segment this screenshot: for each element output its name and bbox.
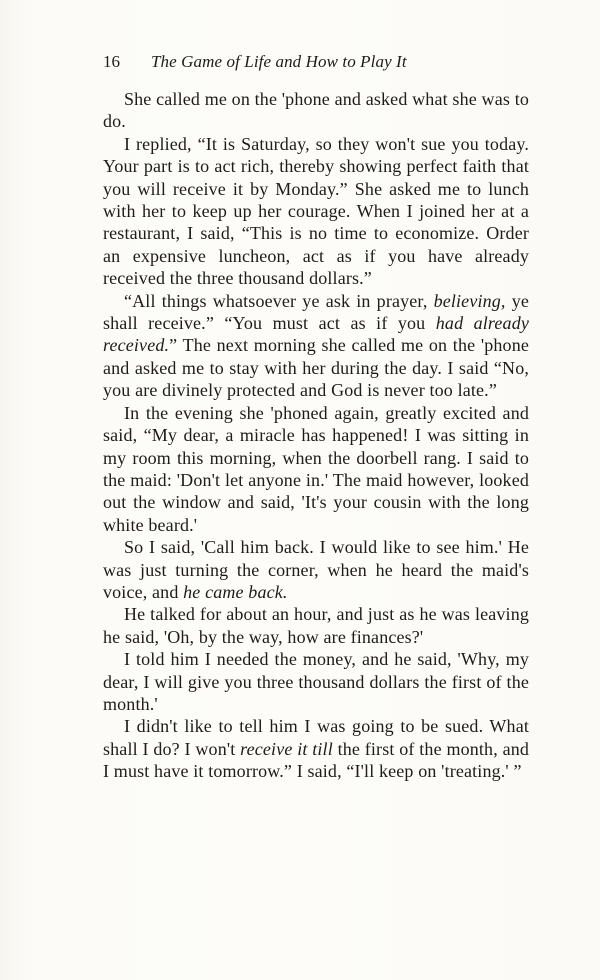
paragraph-5-text-a: So I said, 'Call him back. I would like to see him.' He was just turning the corner, when he heard the maid's voice, and	[103, 537, 529, 602]
running-head	[103, 49, 533, 75]
paragraph-4-text: In the evening she 'phoned again, greatly excited and said, “My dear, a miracle has happened! I was sitting in my room this morning, when the doorbell rang. I said to the maid: 'Don't let anyone in.' The maid however, looked out the window and said, 'It's your cousin with the long white beard.'	[103, 402, 529, 535]
paragraph-6-text: He talked for about an hour, and just as he was leaving he said, 'Oh, by the way, how are finances?'	[103, 604, 529, 647]
paragraph-4	[103, 402, 529, 536]
paragraph-8-text-a: I didn't like to tell him I was going to be sued. What shall I do? I won't	[103, 716, 529, 759]
book-title: The Game of Life and How to Play It	[151, 52, 407, 71]
paragraph-6	[103, 603, 529, 648]
paragraph-8	[103, 715, 529, 782]
paragraph-1	[103, 88, 529, 133]
emphasis-receive-it-till: receive it till	[240, 738, 333, 759]
paragraph-3-text-b: ye shall receive.” “You must act as if you	[103, 290, 529, 334]
paragraph-7	[103, 648, 529, 715]
emphasis-had-already-received: had already received.	[103, 313, 530, 356]
paragraph-5	[103, 536, 529, 603]
emphasis-he-came-back: he came back.	[183, 581, 288, 602]
paragraph-3	[103, 290, 529, 402]
paragraph-8-text-b: the first of the month, and I must have it tomorrow.” I said, “I'll keep on 'treating.' ”	[103, 738, 530, 782]
body-text	[103, 88, 529, 783]
page-number: 16	[103, 52, 120, 71]
paragraph-2	[103, 133, 529, 290]
paragraph-1-text: She called me on the 'phone and asked what she was to do.	[103, 89, 529, 132]
paragraph-7-text: I told him I needed the money, and he said, 'Why, my dear, I will give you three thousand dollars the first of the month.'	[103, 649, 529, 714]
paragraph-3-text-a: “All things whatsoever ye ask in prayer,	[124, 290, 434, 311]
emphasis-believing: believing,	[433, 290, 506, 311]
paragraph-2-text: I replied, “It is Saturday, so they won't sue you today. Your part is to act rich, thereby showing perfect faith that you will receive it by Monday.” She asked me to lunch with her to keep up her courage. When I joined her at a restaurant, I said, “This is no time to economize. Order an expensive luncheon, act as if you have already received the three thousand dollars.”	[103, 133, 529, 289]
paragraph-3-text-c: ” The next morning she called me on the 'phone and asked me to stay with her during the day. I said “No, you are divinely protected and God is never too late.”	[103, 335, 529, 401]
